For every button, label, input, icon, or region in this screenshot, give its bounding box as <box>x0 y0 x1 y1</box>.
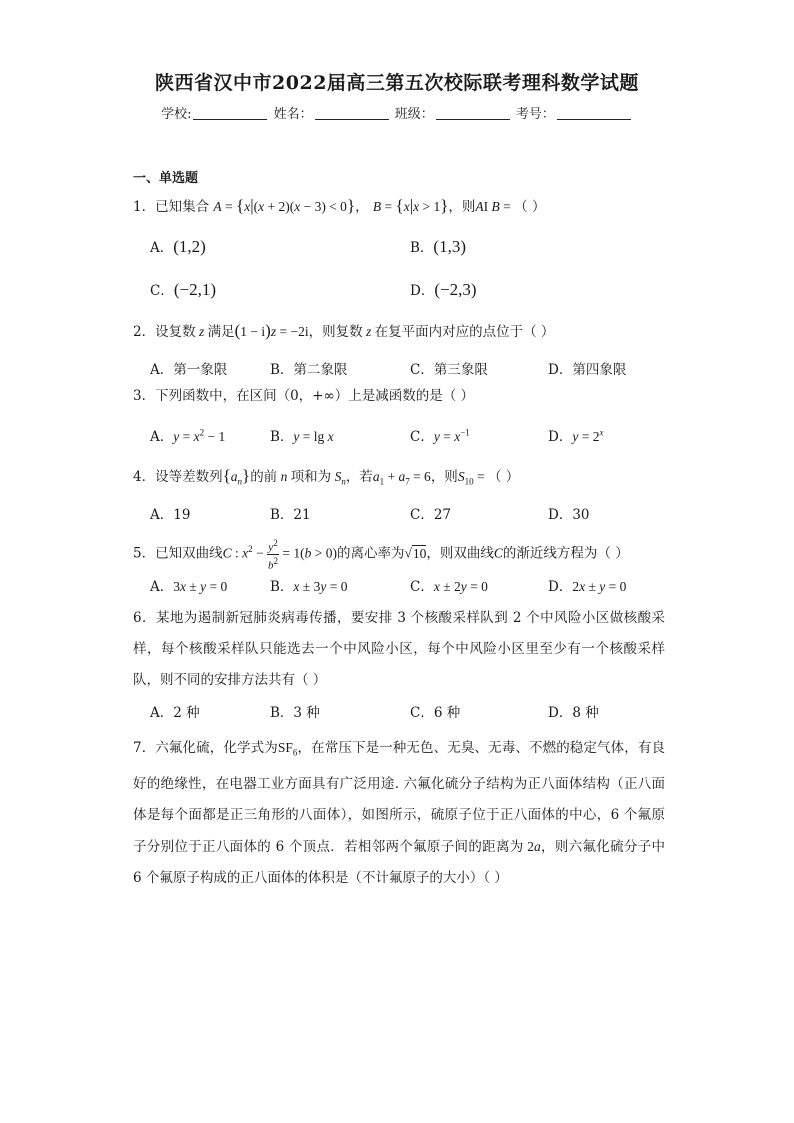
q5-option-d[interactable]: D．2x ± y = 0 <box>548 579 627 595</box>
q1-option-b[interactable]: B．(1,3) <box>410 237 466 256</box>
q4-option-b[interactable]: B．21 <box>270 507 311 523</box>
question-1: 1．已知集合 A = {x|(x + 2)(x − 3) < 0}， B = {x|x > 1}，则AI B = （ ） <box>133 196 546 215</box>
class-label: 班级： <box>394 107 434 122</box>
question-2: 2．设复数 z 满足(1 − i)z = −2i，则复数 z 在复平面内对应的点位于（ ） <box>133 321 555 340</box>
q1-option-d[interactable]: D．(−2,3) <box>410 280 477 299</box>
section-heading: 一、单选题 <box>133 171 199 186</box>
student-info-line <box>0 103 794 122</box>
class-field[interactable] <box>436 106 510 120</box>
q5-option-b[interactable]: B．x ± 3y = 0 <box>270 579 348 595</box>
q1-text-b: ， <box>355 199 369 215</box>
q4-option-c[interactable]: C．27 <box>410 507 452 523</box>
question-4: 4．设等差数列$\{a_n\}$的前 n 项和为 $S_n$，若$a_1 + a_7 = 6$，则$S_{10}$ = （ ） <box>133 466 520 487</box>
q1-text-d: （ ） <box>514 199 546 215</box>
q1-option-c[interactable]: C．(−2,1) <box>150 280 217 299</box>
q6-option-d[interactable]: D．8 种 <box>548 705 599 721</box>
q6-option-b[interactable]: B．3 种 <box>270 705 320 721</box>
q3-option-b[interactable]: B．y = lg x <box>270 429 334 445</box>
question-6: 6．某地为遏制新冠肺炎病毒传播，要安排 3 个核酸采样队到 2 个中风险小区做核酸采样，每个核酸采样队只能选去一个中风险小区，每个中风险小区里至少有一个核酸采样队，则不同的安排方法共有（ ） <box>133 610 665 688</box>
question-5: 5．已知双曲线C : $x^2$ − $\frac{y^2}{b^2}$ = 1(b > 0)的离心率为√10，则双曲线C的渐近线方程为（ ） <box>133 537 629 572</box>
school-field[interactable] <box>193 106 267 120</box>
q3-option-c[interactable]: C．$y = x^{-1}$ <box>410 427 470 445</box>
q6-option-a[interactable]: A．2 种 <box>150 705 200 721</box>
exam-number-label: 考号： <box>515 107 555 122</box>
q1-text-c: ，则 <box>448 199 476 215</box>
q1-option-a[interactable]: A．(1,2) <box>150 237 206 256</box>
q5-option-a[interactable]: A．3x ± y = 0 <box>150 579 228 595</box>
name-label: 姓名： <box>273 107 313 122</box>
page-title: 陕西省汉中市2022届高三第五次校际联考理科数学试题 <box>155 72 639 94</box>
q1-set-a: A <box>213 199 222 214</box>
q2-option-a[interactable]: A．第一象限 <box>150 362 228 378</box>
name-field[interactable] <box>315 106 389 120</box>
question-3: 3．下列函数中，在区间（0，+∞）上是减函数的是（ ） <box>133 388 475 404</box>
q2-option-c[interactable]: C．第三象限 <box>410 362 488 378</box>
q3-option-a[interactable]: A．$y = x^2 - 1$ <box>150 427 226 445</box>
q6-option-c[interactable]: C．6 种 <box>410 705 461 721</box>
question-7: 7．六氟化硫，化学式为$SF_6$，在常压下是一种无色、无臭、无毒、不燃的稳定气体，有良好的绝缘性，在电器工业方面具有广泛用途. 六氟化硫分子结构为正八面体结构（正八面体是每个面都是正三角形的八面体），如图所示，硫原子位于正八面体的中心，6 个氟原子分别位于正八面体的 6 个顶点．若相邻两个氟原子间的距离为 2a，则六氟化硫分子中 6 个氟原子构成的正八面体的体积是（不计氟原子的大小）（ ） <box>133 740 666 886</box>
exam-number-field[interactable] <box>557 106 631 120</box>
q4-option-a[interactable]: A．19 <box>150 507 191 523</box>
q2-option-d[interactable]: D．第四象限 <box>548 362 627 378</box>
q5-option-c[interactable]: C．x ± 2y = 0 <box>410 579 488 595</box>
q1-text-a: 已知集合 <box>155 199 210 215</box>
q3-option-d[interactable]: D．$y = 2^x$ <box>548 427 604 445</box>
q1-set-b: B <box>372 199 382 214</box>
q4-option-d[interactable]: D．30 <box>548 507 590 523</box>
q1-number: 1． <box>133 199 156 215</box>
school-label: 学校: <box>161 107 192 122</box>
q2-option-b[interactable]: B．第二象限 <box>270 362 348 378</box>
